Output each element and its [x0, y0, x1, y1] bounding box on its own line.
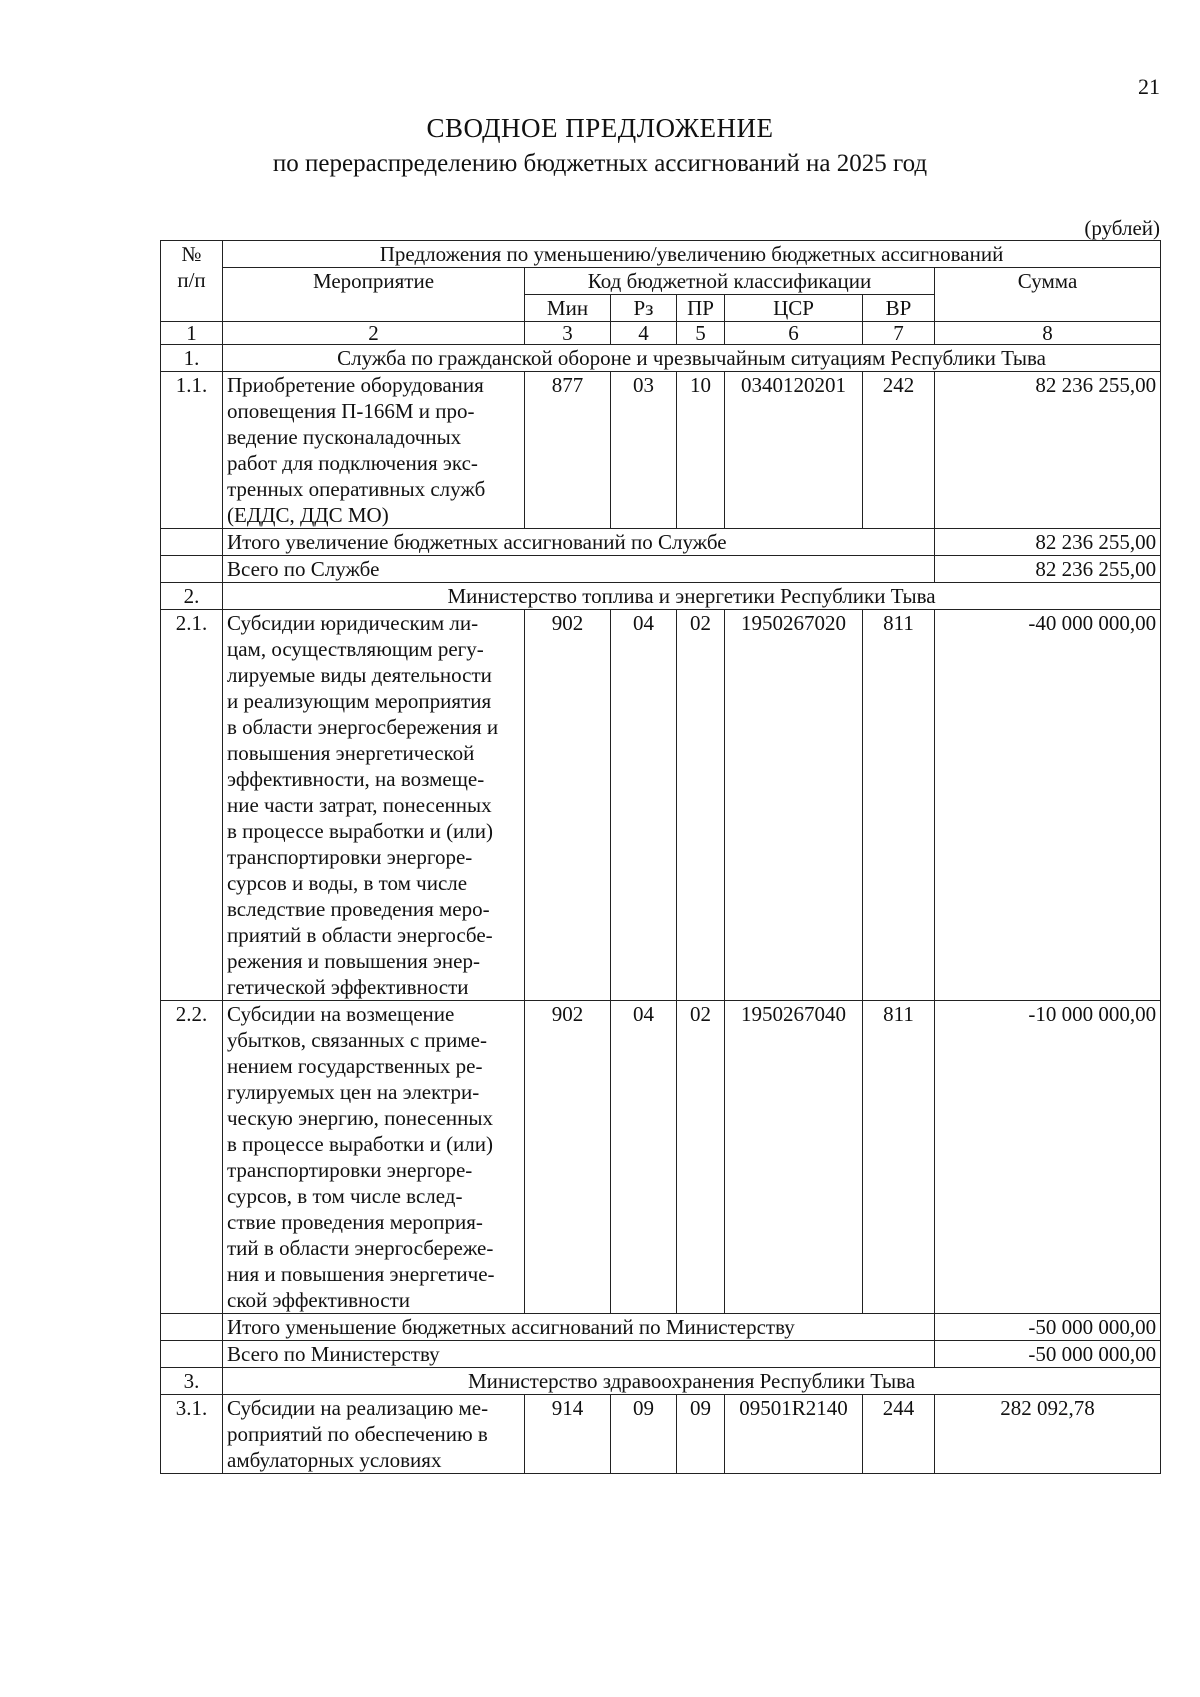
item-vr: 811 [863, 1001, 935, 1314]
item-number: 3.1. [161, 1395, 223, 1474]
col-number: 5 [677, 322, 725, 345]
total-label: Итого уменьшение бюджетных ассигнований по Министерству [223, 1314, 935, 1341]
grand-total-row [161, 556, 1161, 583]
section-number: 2. [161, 583, 223, 610]
document-subtitle: по перераспределению бюджетных ассигнований на 2025 год [272, 150, 928, 177]
section-row [161, 345, 1161, 372]
document-title: СВОДНОЕ ПРЕДЛОЖЕНИЕ [426, 113, 774, 143]
table-row [161, 372, 1161, 529]
item-min: 914 [525, 1395, 611, 1474]
total-row [161, 529, 1161, 556]
item-pr: 10 [677, 372, 725, 529]
col-number: 7 [863, 322, 935, 345]
section-row [161, 583, 1161, 610]
item-description: Субсидии на реализацию ме- роприятий по обеспечению в амбулаторных условиях [223, 1395, 525, 1474]
item-sum: 282 092,78 [935, 1395, 1161, 1474]
header-row-2 [161, 268, 1161, 295]
header-no: № п/п [161, 241, 223, 322]
empty-cell [161, 1341, 223, 1368]
item-number: 1.1. [161, 372, 223, 529]
header-measure: Мероприятие [223, 268, 525, 322]
total-sum: -50 000 000,00 [935, 1314, 1161, 1341]
item-vr: 811 [863, 610, 935, 1001]
item-number: 2.2. [161, 1001, 223, 1314]
item-sum: -40 000 000,00 [935, 610, 1161, 1001]
table-row [161, 1395, 1161, 1474]
item-csr: 1950267020 [725, 610, 863, 1001]
item-min: 877 [525, 372, 611, 529]
section-name: Министерство здравоохранения Республики Тыва [223, 1368, 1161, 1395]
empty-cell [161, 529, 223, 556]
item-csr: 0340120201 [725, 372, 863, 529]
item-vr: 244 [863, 1395, 935, 1474]
header-code-group: Код бюджетной классификации [525, 268, 935, 295]
item-pr: 02 [677, 610, 725, 1001]
header-row-1 [161, 241, 1161, 268]
section-number: 1. [161, 345, 223, 372]
item-min: 902 [525, 610, 611, 1001]
item-pr: 02 [677, 1001, 725, 1314]
section-row [161, 1368, 1161, 1395]
units-label: (рублей) [1084, 216, 1160, 240]
header-rz: Рз [611, 295, 677, 322]
grand-total-row [161, 1341, 1161, 1368]
grand-total-label: Всего по Службе [223, 556, 935, 583]
page-number: 21 [1138, 74, 1160, 99]
item-sum: -10 000 000,00 [935, 1001, 1161, 1314]
section-number: 3. [161, 1368, 223, 1395]
header-sum: Сумма [935, 268, 1161, 322]
table-row [161, 1001, 1161, 1314]
item-rz: 04 [611, 1001, 677, 1314]
item-csr: 1950267040 [725, 1001, 863, 1314]
col-number: 3 [525, 322, 611, 345]
item-pr: 09 [677, 1395, 725, 1474]
col-number: 4 [611, 322, 677, 345]
item-rz: 04 [611, 610, 677, 1001]
header-pr: ПР [677, 295, 725, 322]
section-name: Служба по гражданской обороне и чрезвычайным ситуациям Республики Тыва [223, 345, 1161, 372]
col-number: 2 [223, 322, 525, 345]
item-description: Субсидии на возмещение убытков, связанных с приме- нением государственных ре- гулируемых цен на электри- ческую энергию, понесенных в процессе выработки и (или) транспортировки энергоре- сурсов, в том числе вслед- ствие проведения мероприя- тий в области энергосбереже- ния и повышения энергетиче- ской эффективности [223, 1001, 525, 1314]
item-sum: 82 236 255,00 [935, 372, 1161, 529]
header-csr: ЦСР [725, 295, 863, 322]
col-number: 6 [725, 322, 863, 345]
empty-cell [161, 1314, 223, 1341]
item-min: 902 [525, 1001, 611, 1314]
item-description: Приобретение оборудования оповещения П-166М и про- ведение пусконаладочных работ для подключения экс- тренных оперативных служб (ЕДДС, ДДС МО) [223, 372, 525, 529]
table-row [161, 610, 1161, 1001]
column-number-row [161, 322, 1161, 345]
total-label: Итого увеличение бюджетных ассигнований по Службе [223, 529, 935, 556]
item-vr: 242 [863, 372, 935, 529]
col-number: 1 [161, 322, 223, 345]
item-description: Субсидии юридическим ли- цам, осуществляющим регу- лируемые виды деятельности и реализующим мероприятия в области энергосбережения и повышения энергетической эффективности, на возмеще- ние части затрат, понесенных в процессе выработки и (или) транспортировки энергоре- сурсов и воды, в том числе вследствие проведения меро- приятий в области энергосбе- режения и повышения энер- гетической эффективности [223, 610, 525, 1001]
empty-cell [161, 556, 223, 583]
total-sum: 82 236 255,00 [935, 529, 1161, 556]
total-row [161, 1314, 1161, 1341]
section-name: Министерство топлива и энергетики Республики Тыва [223, 583, 1161, 610]
budget-table [160, 240, 1161, 1474]
grand-total-sum: -50 000 000,00 [935, 1341, 1161, 1368]
item-rz: 03 [611, 372, 677, 529]
header-min: Мин [525, 295, 611, 322]
item-rz: 09 [611, 1395, 677, 1474]
col-number: 8 [935, 322, 1161, 345]
header-proposals: Предложения по уменьшению/увеличению бюджетных ассигнований [223, 241, 1161, 268]
grand-total-label: Всего по Министерству [223, 1341, 935, 1368]
item-number: 2.1. [161, 610, 223, 1001]
grand-total-sum: 82 236 255,00 [935, 556, 1161, 583]
header-vr: ВР [863, 295, 935, 322]
item-csr: 09501R2140 [725, 1395, 863, 1474]
